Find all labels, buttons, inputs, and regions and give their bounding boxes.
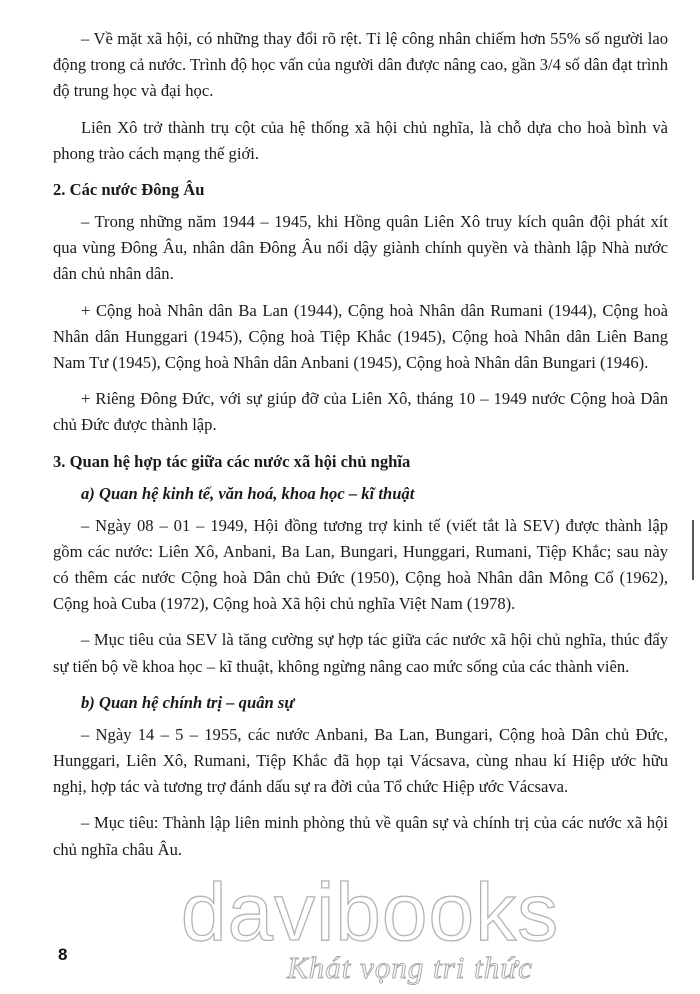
page-content bbox=[53, 26, 668, 873]
paragraph-east-germany: + Riêng Đông Đức, với sự giúp đỡ của Liên Xô, tháng 10 – 1949 nước Cộng hoà Dân chủ Đức được thành lập. bbox=[53, 389, 668, 435]
subsection-heading-economic: a) Quan hệ kinh tế, văn hoá, khoa học – kĩ thuật bbox=[81, 483, 415, 503]
paragraph-people-republics: + Cộng hoà Nhân dân Ba Lan (1944), Cộng hoà Nhân dân Rumani (1944), Cộng hoà Nhân dân Hunggari (1945), Cộng hoà Tiệp Khắc (1945), Cộng hoà Nhân dân Liên Bang Nam Tư (1945), Cộng hoà Nhân dân Anbani (1945), Cộng hoà Nhân dân Bungari (1946). bbox=[53, 300, 668, 373]
watermark-slogan: Khát vọng tri thức bbox=[287, 950, 533, 985]
paragraph-soviet-pillar: Liên Xô trở thành trụ cột của hệ thống xã hội chủ nghĩa, là chỗ dựa cho hoà bình và phong trào cách mạng thế giới. bbox=[53, 117, 668, 163]
page-number: 8 bbox=[58, 945, 68, 964]
paragraph-sev-founding: – Ngày 08 – 01 – 1949, Hội đồng tương trợ kinh tế (viết tắt là SEV) được thành lập gồm các nước: Liên Xô, Anbani, Ba Lan, Bungari, Hunggari, Rumani, Tiệp Khắc; sau này có thêm các nước Cộng hoà Dân chủ Đức (1950), Cộng hoà Nhân dân Mông Cổ (1962), Cộng hoà Cuba (1972), Cộng hoà Xã hội chủ nghĩa Việt Nam (1978). bbox=[53, 515, 668, 614]
paragraph-eastern-europe-uprising: – Trong những năm 1944 – 1945, khi Hồng quân Liên Xô truy kích quân đội phát xít qua vùng Đông Âu, nhân dân Đông Âu nổi dậy giành chính quyền và thành lập Nhà nước dân chủ nhân dân. bbox=[53, 212, 668, 284]
subsection-heading-political-military: b) Quan hệ chính trị – quân sự bbox=[81, 692, 295, 712]
paragraph-warsaw-goal: – Mục tiêu: Thành lập liên minh phòng thủ về quân sự và chính trị của các nước xã hội chủ nghĩa châu Âu. bbox=[53, 813, 668, 859]
paragraph-sev-goal: – Mục tiêu của SEV là tăng cường sự hợp tác giữa các nước xã hội chủ nghĩa, thúc đẩy sự tiến bộ về khoa học – kĩ thuật, không ngừng nâng cao mức sống của các thành viên. bbox=[53, 630, 668, 676]
section-heading-cooperation: 3. Quan hệ hợp tác giữa các nước xã hội chủ nghĩa bbox=[53, 451, 411, 471]
watermark-brand: davibooks bbox=[180, 867, 560, 958]
page-edge-mark bbox=[692, 520, 694, 580]
paragraph-warsaw-pact: – Ngày 14 – 5 – 1955, các nước Anbani, Ba Lan, Bungari, Cộng hoà Dân chủ Đức, Hunggari, Liên Xô, Rumani, Tiệp Khắc đã họp tại Vácsava, cùng nhau kí Hiệp ước hữu nghị, hợp tác và tương trợ đánh dấu sự ra đời của Tổ chức Hiệp ước Vácsava. bbox=[53, 724, 668, 797]
section-heading-eastern-europe: 2. Các nước Đông Âu bbox=[53, 180, 205, 200]
paragraph-social-changes: – Về mặt xã hội, có những thay đổi rõ rệt. Tỉ lệ công nhân chiếm hơn 55% số người lao động trong cả nước. Trình độ học vấn của người dân được nâng cao, gần 3/4 số dân đạt trình độ trung học và đại học. bbox=[53, 29, 668, 101]
